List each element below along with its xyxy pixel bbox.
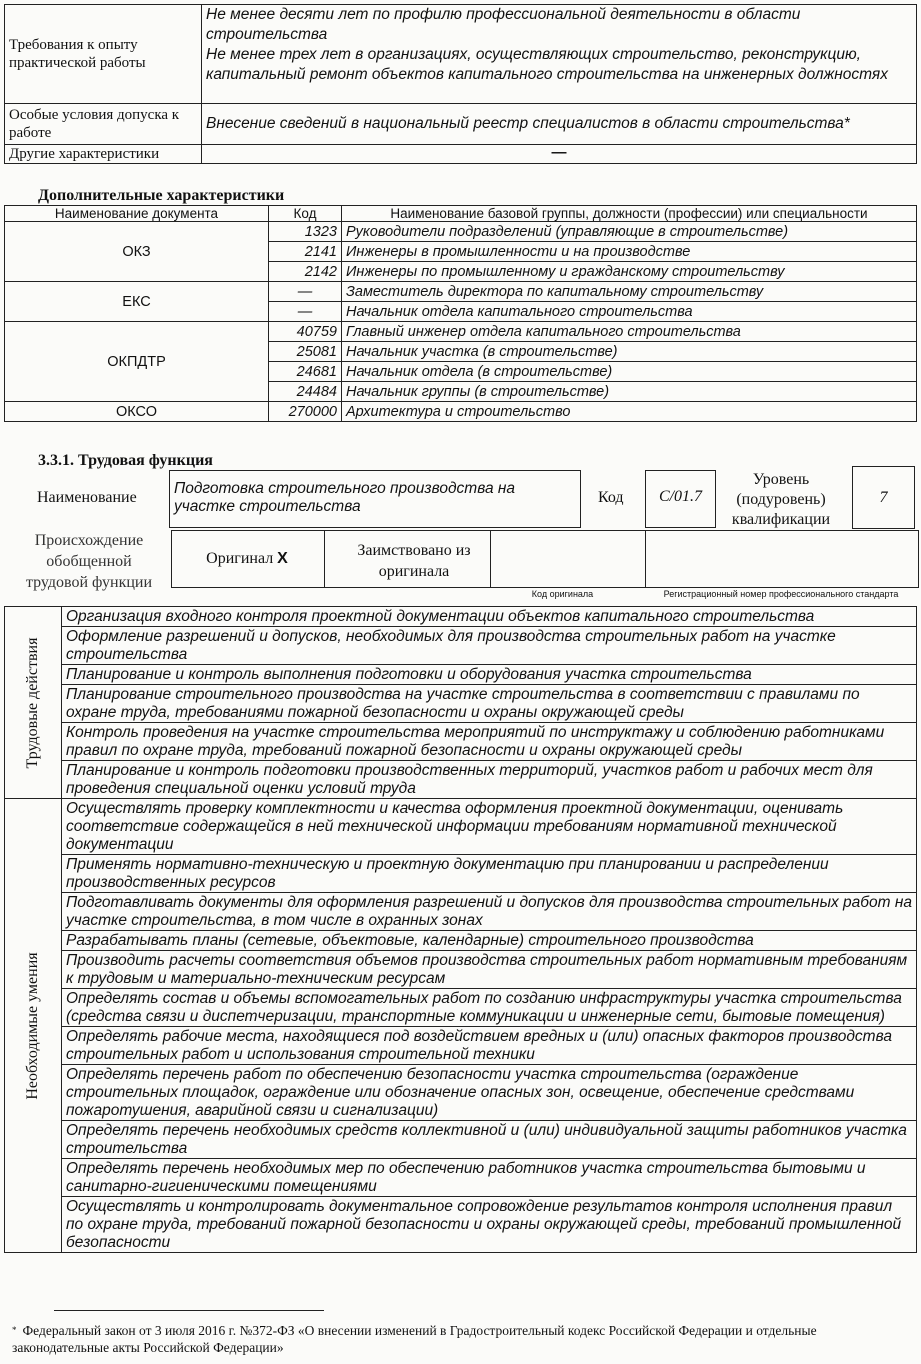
name-cell: Начальник участка (в строительстве)	[342, 342, 917, 362]
code-cell: 2141	[269, 242, 342, 262]
column-header: Наименование базовой группы, должности (профессии) или специальности	[342, 206, 917, 222]
table-row	[5, 1065, 917, 1121]
requirements-value	[202, 5, 917, 104]
table-row	[5, 1197, 917, 1253]
skill-item: Определять состав и объемы вспомогательных работ по созданию инфраструктуры участка строительства (средства связи и диспетчеризации, транспортные коммуникации и инженерные сети, бытовые помещения)	[62, 989, 917, 1027]
actions-side-cell	[5, 607, 62, 799]
table-row	[5, 799, 917, 855]
function-name-value: Подготовка строительного производства на участке строительства	[174, 480, 516, 515]
code-cell: 2142	[269, 262, 342, 282]
skill-item: Подготавливать документы для оформления разрешений и допусков для производства строительных работ на участке строительства, в том числе в охранных зонах	[62, 893, 917, 931]
actions-skills-table	[4, 606, 917, 1253]
action-item: Оформление разрешений и допусков, необходимых для производства строительных работ на участке строительства	[62, 627, 917, 665]
table-row	[5, 1027, 917, 1065]
action-item: Контроль проведения на участке строительства мероприятий по инструктажу и соблюдению работниками правил по охране труда, требований пожарной безопасности и охраны окружающей среды	[62, 723, 917, 761]
code-cell: 270000	[269, 402, 342, 422]
origin-borrowed: Заимствовано из оригинала	[357, 542, 471, 580]
origin-original-label: Оригинал	[206, 550, 274, 567]
skill-item: Применять нормативно-техническую и проектную документацию при планировании и распределении производственных ресурсов	[62, 855, 917, 893]
section-title: Дополнительные характеристики	[38, 187, 285, 204]
requirements-value-line: Не менее десяти лет по профилю профессиональной деятельности в области строительства	[206, 6, 801, 43]
name-cell: Инженеры по промышленному и гражданскому строительству	[342, 262, 917, 282]
requirements-value: —	[202, 145, 917, 164]
name-cell: Главный инженер отдела капитального строительства	[342, 322, 917, 342]
name-cell: Инженеры в промышленности и на производстве	[342, 242, 917, 262]
table-row	[5, 989, 917, 1027]
requirements-label: Требования к опыту практической работы	[5, 5, 202, 104]
column-header: Код	[269, 206, 342, 222]
table-row	[5, 685, 917, 723]
table-row	[5, 607, 917, 627]
action-item: Организация входного контроля проектной документации объектов капитального строительства	[62, 607, 917, 627]
name-cell: Начальник отдела (в строительстве)	[342, 362, 917, 382]
doc-cell: ОКПДТР	[5, 322, 269, 402]
action-item: Планирование и контроль подготовки производственных территорий, участков работ и рабочих мест для проведения специальной оценки условий труда	[62, 761, 917, 799]
origin-divider	[645, 530, 646, 588]
footnote-mark: *	[12, 1325, 17, 1335]
skill-item: Осуществлять проверку комплектности и качества оформления проектной документации, оценивать соответствие содержащейся в ней технической информации требованиям нормативной технической документации	[62, 799, 917, 855]
table-row	[5, 282, 917, 302]
qualification-level-value: 7	[879, 489, 888, 506]
action-item: Планирование и контроль выполнения подготовки и оборудования участка строительства	[62, 665, 917, 685]
doc-cell: ОКЗ	[5, 222, 269, 282]
requirements-label: Особые условия допуска к работе	[5, 104, 202, 145]
function-code-label: Код	[598, 489, 624, 506]
action-item: Планирование строительного производства на участке строительства в соответствии с правилами по охране труда, требованиями пожарной безопасности и охраны окружающей среды	[62, 685, 917, 723]
table-row	[5, 402, 917, 422]
footnote	[12, 1322, 917, 1356]
requirements-table	[4, 4, 917, 164]
code-cell: —	[269, 302, 342, 322]
skill-item: Определять перечень необходимых мер по обеспечению работников участка строительства бытовыми и санитарно-гигиеническими помещениями	[62, 1159, 917, 1197]
skill-item: Определять рабочие места, находящиеся под воздействием вредных и (или) опасных факторов производства строительных работ и использования строительной техники	[62, 1027, 917, 1065]
name-cell: Начальник отдела капитального строительства	[342, 302, 917, 322]
name-cell: Руководители подразделений (управляющие в строительстве)	[342, 222, 917, 242]
additional-table	[4, 205, 917, 422]
table-row	[5, 1121, 917, 1159]
skills-side-cell	[5, 799, 62, 1253]
table-row	[5, 951, 917, 989]
footnote-text: Федеральный закон от 3 июля 2016 г. №372-ФЗ «О внесении изменений в Градостроительный кодекс Российской Федерации и отдельные законодательные акты Российской Федерации»	[12, 1323, 817, 1355]
origin-label: Происхождение обобщенной трудовой функции	[25, 532, 153, 591]
table-header-row	[5, 206, 917, 222]
section-title: 3.3.1. Трудовая функция	[38, 452, 213, 469]
origin-divider	[324, 530, 325, 588]
code-original-caption: Код оригинала	[531, 589, 594, 599]
table-row	[5, 893, 917, 931]
requirements-label: Другие характеристики	[5, 145, 202, 164]
column-header: Наименование документа	[5, 206, 269, 222]
skill-item: Разрабатывать планы (сетевые, объектовые, календарные) строительного производства	[62, 931, 917, 951]
table-row	[5, 222, 917, 242]
footnote-divider	[54, 1310, 324, 1311]
requirements-value: Внесение сведений в национальный реестр специалистов в области строительства*	[202, 104, 917, 145]
doc-cell: ЕКС	[5, 282, 269, 322]
name-cell: Заместитель директора по капитальному строительству	[342, 282, 917, 302]
origin-mark: X	[277, 550, 288, 567]
name-cell: Архитектура и строительство	[342, 402, 917, 422]
code-cell: 40759	[269, 322, 342, 342]
skill-item: Осуществлять и контролировать документальное сопровождение результатов контроля исполнения правил по охране труда, требований пожарной безопасности и охраны окружающей среды, требований промышленной безопасности	[62, 1197, 917, 1253]
actions-label: Трудовые действия	[24, 637, 41, 768]
table-row	[5, 322, 917, 342]
table-row	[5, 627, 917, 665]
table-row	[5, 855, 917, 893]
table-row	[5, 1159, 917, 1197]
skills-label: Необходимые умения	[24, 951, 41, 1100]
qualification-level-label: Уровень (подуровень) квалификации	[731, 471, 831, 528]
origin-original	[172, 550, 322, 568]
code-cell: 24681	[269, 362, 342, 382]
function-name-label: Наименование	[37, 489, 137, 506]
skill-item: Определять перечень работ по обеспечению безопасности участка строительства (ограждение строительных площадок, ограждение или обозначение опасных зон, освещение, обеспечение средствами пожаротушения, аварийной связи и сигнализации)	[62, 1065, 917, 1121]
table-row	[5, 5, 917, 104]
table-row	[5, 931, 917, 951]
name-cell: Начальник группы (в строительстве)	[342, 382, 917, 402]
table-row	[5, 723, 917, 761]
function-code-value: C/01.7	[658, 488, 703, 505]
table-row	[5, 665, 917, 685]
code-cell: 25081	[269, 342, 342, 362]
table-row	[5, 761, 917, 799]
reg-number-caption: Регистрационный номер профессионального стандарта	[663, 589, 899, 599]
skill-item: Определять перечень необходимых средств коллективной и (или) индивидуальной защиты работников участка строительства	[62, 1121, 917, 1159]
requirements-value-line: Не менее трех лет в организациях, осуществляющих строительство, реконструкцию, капитальный ремонт объектов капитального строительства на инженерных должностях	[206, 46, 888, 83]
table-row	[5, 104, 917, 145]
doc-cell: ОКСО	[5, 402, 269, 422]
code-cell: 24484	[269, 382, 342, 402]
code-cell: 1323	[269, 222, 342, 242]
table-row	[5, 145, 917, 164]
code-cell: —	[269, 282, 342, 302]
skill-item: Производить расчеты соответствия объемов производства строительных работ нормативным требованиям к трудовым и материально-техническим ресурсам	[62, 951, 917, 989]
